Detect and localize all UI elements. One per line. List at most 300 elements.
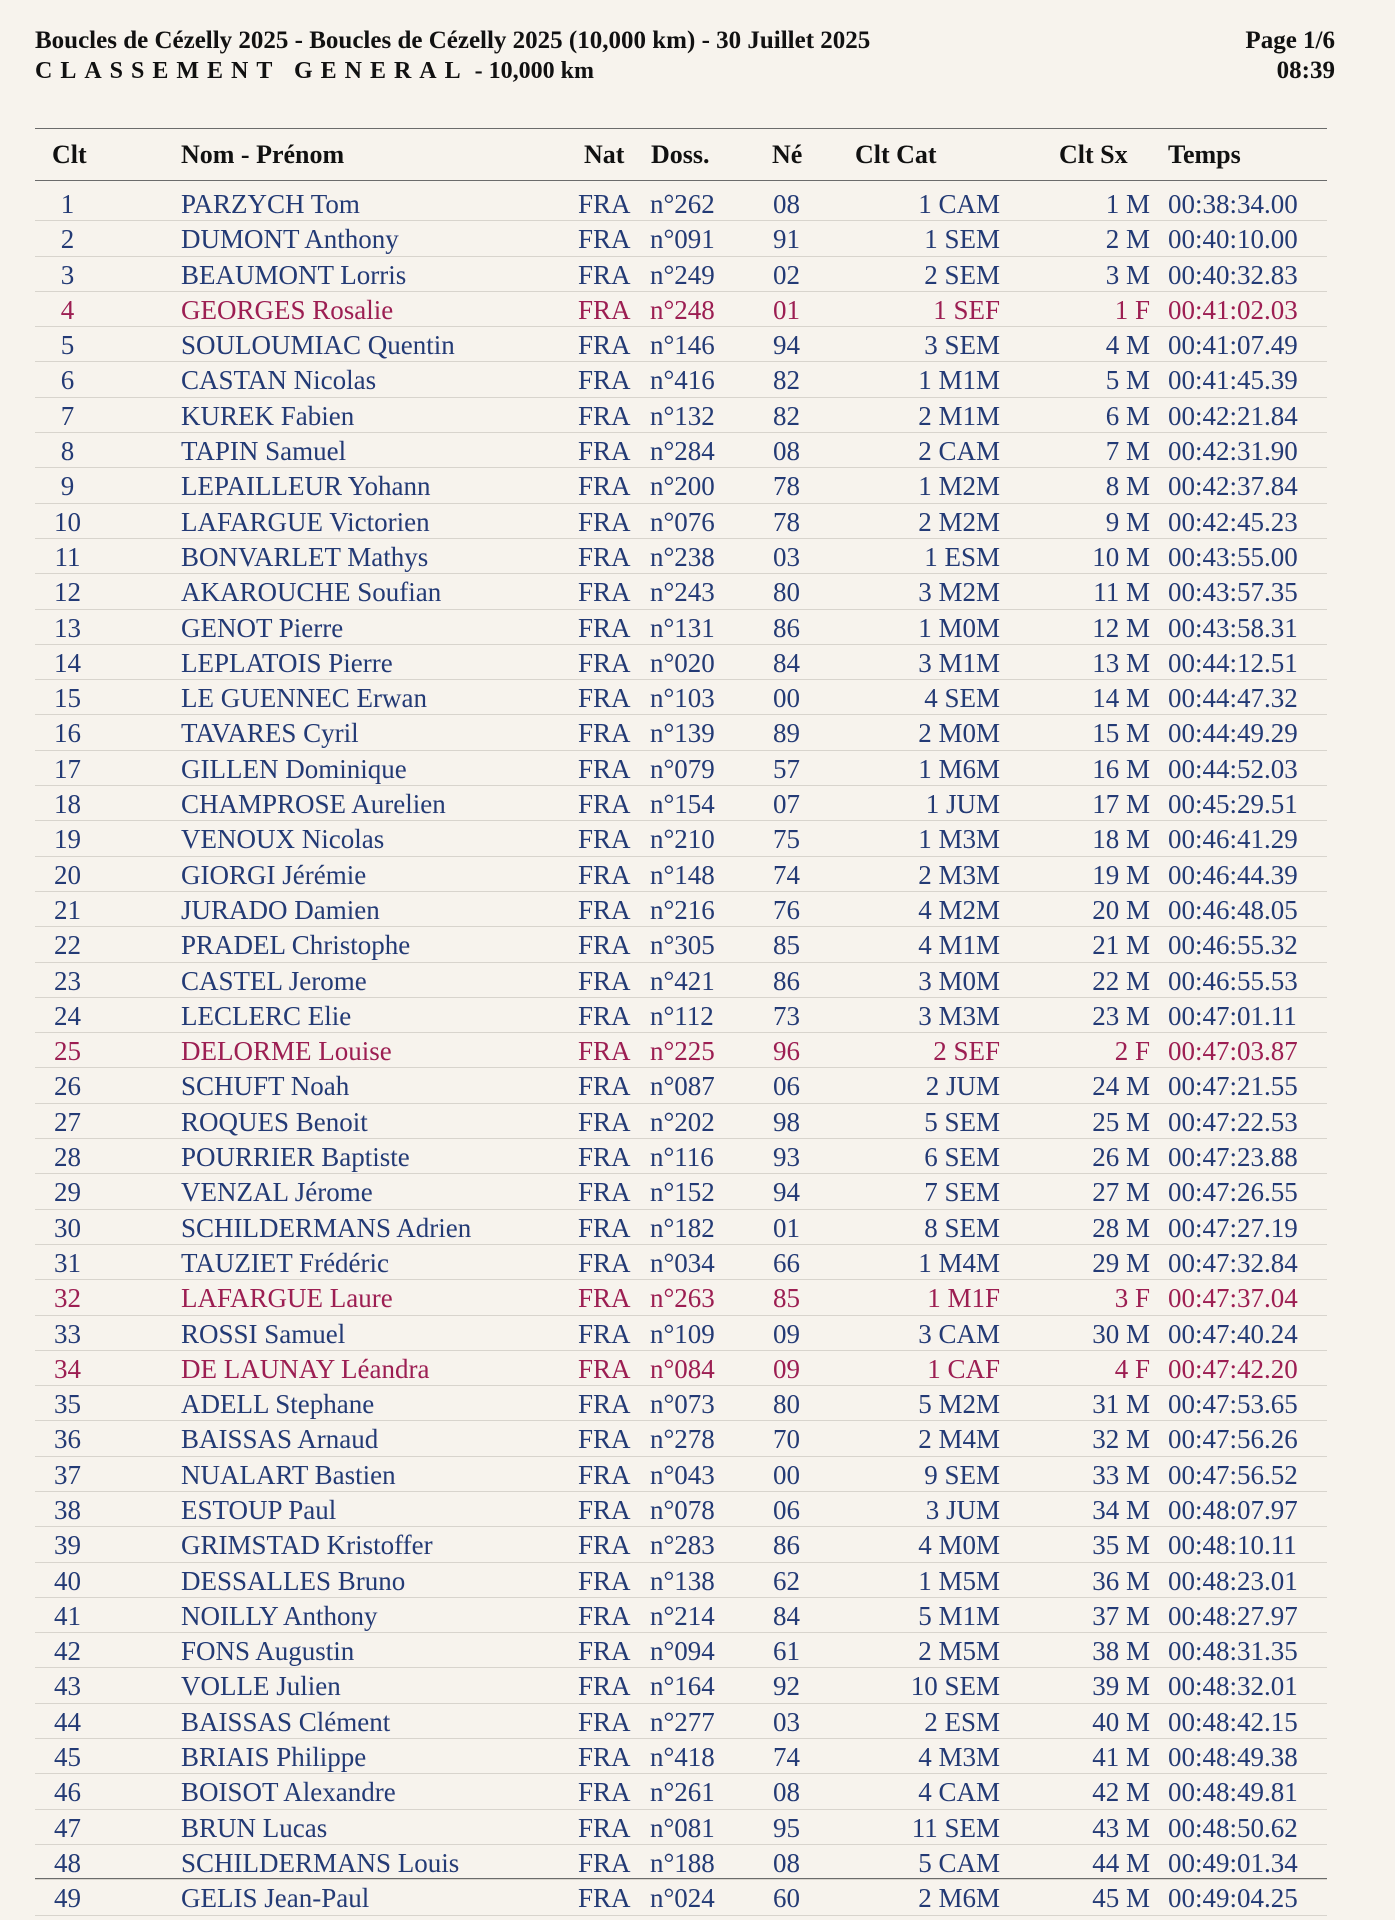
- bib-cell: n°225: [650, 1036, 715, 1067]
- bib-cell: n°112: [650, 1000, 714, 1031]
- category-rank-cell: 2 SEM: [924, 259, 1000, 290]
- table-row: [35, 221, 1327, 256]
- nationality-cell: FRA: [578, 1530, 631, 1561]
- nationality-cell: FRA: [578, 1847, 631, 1878]
- rank-cell: 49: [54, 1883, 81, 1914]
- time-cell: 00:38:34.00: [1168, 189, 1298, 219]
- nationality-cell: FRA: [578, 1071, 631, 1102]
- category-rank-cell: 4 M1M: [918, 930, 1000, 961]
- time-cell: 00:48:23.01: [1168, 1565, 1298, 1596]
- nationality-cell: FRA: [578, 400, 631, 431]
- bib-cell: n°248: [650, 294, 715, 325]
- birth-year-cell: 08: [773, 1777, 800, 1808]
- column-header-divider: [35, 180, 1327, 181]
- bib-cell: n°278: [650, 1424, 715, 1455]
- col-header-clt-sx: Clt Sx: [1059, 140, 1128, 169]
- birth-year-cell: 08: [773, 436, 800, 467]
- time-cell: 00:47:27.19: [1168, 1212, 1298, 1243]
- nationality-cell: FRA: [578, 1742, 631, 1773]
- sex-rank-cell: 30 M: [1092, 1318, 1150, 1349]
- rank-cell: 36: [54, 1424, 81, 1455]
- name-cell: ESTOUP Paul: [181, 1494, 337, 1525]
- sex-rank-cell: 25 M: [1092, 1106, 1150, 1137]
- nationality-cell: FRA: [578, 259, 631, 290]
- nationality-cell: FRA: [578, 753, 631, 784]
- bib-cell: n°152: [650, 1177, 715, 1208]
- category-rank-cell: 2 M1M: [918, 400, 1000, 431]
- birth-year-cell: 08: [773, 189, 800, 219]
- time-cell: 00:44:47.32: [1168, 683, 1298, 714]
- col-header-clt: Clt: [52, 140, 87, 169]
- sex-rank-cell: 3 F: [1114, 1283, 1150, 1314]
- time-cell: 00:43:58.31: [1168, 612, 1298, 643]
- category-rank-cell: 2 M2M: [918, 506, 1000, 537]
- table-row: [35, 715, 1327, 750]
- table-row: [35, 1174, 1327, 1209]
- rank-cell: 11: [54, 541, 81, 572]
- time-cell: 00:42:21.84: [1168, 400, 1298, 431]
- category-rank-cell: 1 ESM: [924, 541, 1000, 572]
- nationality-cell: FRA: [578, 894, 631, 925]
- category-rank-cell: 1 M4M: [918, 1247, 1000, 1278]
- page-info: [1245, 26, 1335, 86]
- name-cell: LAFARGUE Victorien: [181, 506, 430, 537]
- bib-cell: n°238: [650, 541, 715, 572]
- rank-cell: 33: [54, 1318, 81, 1349]
- name-cell: AKAROUCHE Soufian: [181, 577, 442, 608]
- bib-cell: n°261: [650, 1777, 715, 1808]
- birth-year-cell: 61: [773, 1636, 800, 1667]
- birth-year-cell: 03: [773, 1706, 800, 1737]
- category-rank-cell: 4 M0M: [918, 1530, 1000, 1561]
- name-cell: CASTEL Jerome: [181, 965, 367, 996]
- time-cell: 00:47:26.55: [1168, 1177, 1298, 1208]
- name-cell: BONVARLET Mathys: [181, 541, 429, 572]
- results-table: [35, 186, 1327, 1916]
- birth-year-cell: 00: [773, 1459, 800, 1490]
- table-row: [35, 468, 1327, 503]
- time-cell: 00:48:10.11: [1168, 1530, 1297, 1561]
- nationality-cell: FRA: [578, 189, 631, 219]
- time-cell: 00:44:12.51: [1168, 647, 1298, 678]
- category-rank-cell: 3 SEM: [924, 330, 1000, 361]
- table-row: [35, 1351, 1327, 1386]
- birth-year-cell: 98: [773, 1106, 800, 1137]
- category-rank-cell: 2 JUM: [925, 1071, 1000, 1102]
- rank-cell: 5: [60, 330, 75, 361]
- birth-year-cell: 80: [773, 1389, 800, 1420]
- category-rank-cell: 5 CAM: [918, 1847, 1000, 1878]
- name-cell: VENZAL Jérome: [181, 1177, 373, 1208]
- bib-cell: n°210: [650, 824, 715, 855]
- rank-cell: 45: [54, 1742, 81, 1773]
- sex-rank-cell: 4 F: [1114, 1353, 1150, 1384]
- rank-cell: 37: [54, 1459, 81, 1490]
- category-rank-cell: 3 M0M: [918, 965, 1000, 996]
- table-row: [35, 1668, 1327, 1703]
- birth-year-cell: 94: [773, 330, 800, 361]
- name-cell: DUMONT Anthony: [181, 224, 399, 255]
- rank-cell: 27: [54, 1106, 81, 1137]
- birth-year-cell: 09: [773, 1318, 800, 1349]
- name-cell: VOLLE Julien: [181, 1671, 341, 1702]
- category-rank-cell: 4 M2M: [918, 894, 1000, 925]
- nationality-cell: FRA: [578, 1212, 631, 1243]
- time-cell: 00:47:21.55: [1168, 1071, 1298, 1102]
- time-cell: 00:42:45.23: [1168, 506, 1298, 537]
- birth-year-cell: 78: [773, 506, 800, 537]
- bib-cell: n°243: [650, 577, 715, 608]
- nationality-cell: FRA: [578, 1494, 631, 1525]
- rank-cell: 23: [54, 965, 81, 996]
- nationality-cell: FRA: [578, 1247, 631, 1278]
- table-row: [35, 821, 1327, 856]
- nationality-cell: FRA: [578, 930, 631, 961]
- table-row: [35, 327, 1327, 362]
- rank-cell: 44: [54, 1706, 81, 1737]
- bib-cell: n°263: [650, 1283, 715, 1314]
- table-row: [35, 610, 1327, 645]
- header-divider: [35, 128, 1327, 129]
- table-row: [35, 680, 1327, 715]
- nationality-cell: FRA: [578, 330, 631, 361]
- birth-year-cell: 66: [773, 1247, 800, 1278]
- rank-cell: 14: [54, 647, 81, 678]
- sex-rank-cell: 15 M: [1092, 718, 1150, 749]
- birth-year-cell: 62: [773, 1565, 800, 1596]
- rank-cell: 12: [54, 577, 81, 608]
- sex-rank-cell: 26 M: [1092, 1142, 1150, 1173]
- nationality-cell: FRA: [578, 1706, 631, 1737]
- rank-cell: 32: [54, 1283, 81, 1314]
- bib-cell: n°283: [650, 1530, 715, 1561]
- birth-year-cell: 09: [773, 1353, 800, 1384]
- name-cell: TAVARES Cyril: [181, 718, 359, 749]
- category-rank-cell: 11 SEM: [911, 1812, 1000, 1843]
- rank-cell: 19: [54, 824, 81, 855]
- table-row: [35, 1421, 1327, 1456]
- birth-year-cell: 85: [773, 1283, 800, 1314]
- name-cell: ADELL Stephane: [181, 1389, 375, 1420]
- time-cell: 00:41:45.39: [1168, 365, 1298, 396]
- table-row: [35, 1492, 1327, 1527]
- name-cell: ROSSI Samuel: [181, 1318, 346, 1349]
- sex-rank-cell: 44 M: [1092, 1847, 1150, 1878]
- name-cell: GRIMSTAD Kristoffer: [181, 1530, 433, 1561]
- rank-cell: 7: [60, 400, 75, 431]
- bib-cell: n°094: [650, 1636, 715, 1667]
- rank-cell: 26: [54, 1071, 81, 1102]
- rank-cell: 30: [54, 1212, 81, 1243]
- rank-cell: 17: [54, 753, 81, 784]
- table-row: [35, 1880, 1327, 1915]
- sex-rank-cell: 2 F: [1114, 1036, 1150, 1067]
- name-cell: PARZYCH Tom: [181, 189, 360, 219]
- rank-cell: 47: [54, 1812, 81, 1843]
- time-cell: 00:46:44.39: [1168, 859, 1298, 890]
- name-cell: GILLEN Dominique: [181, 753, 407, 784]
- time-cell: 00:48:49.38: [1168, 1742, 1298, 1773]
- time-cell: 00:44:49.29: [1168, 718, 1298, 749]
- nationality-cell: FRA: [578, 1106, 631, 1137]
- birth-year-cell: 02: [773, 259, 800, 290]
- nationality-cell: FRA: [578, 965, 631, 996]
- table-row: [35, 1139, 1327, 1174]
- bib-cell: n°418: [650, 1742, 715, 1773]
- category-rank-cell: 5 M2M: [918, 1389, 1000, 1420]
- nationality-cell: FRA: [578, 1353, 631, 1384]
- time-cell: 00:49:01.34: [1168, 1847, 1298, 1878]
- birth-year-cell: 84: [773, 647, 800, 678]
- birth-year-cell: 89: [773, 718, 800, 749]
- birth-year-cell: 96: [773, 1036, 800, 1067]
- bib-cell: n°416: [650, 365, 715, 396]
- name-cell: SCHILDERMANS Louis: [181, 1847, 460, 1878]
- bib-cell: n°103: [650, 683, 715, 714]
- nationality-cell: FRA: [578, 1424, 631, 1455]
- name-cell: TAPIN Samuel: [181, 436, 347, 467]
- sex-rank-cell: 28 M: [1092, 1212, 1150, 1243]
- category-rank-cell: 7 SEM: [924, 1177, 1000, 1208]
- birth-year-cell: 78: [773, 471, 800, 502]
- table-row: [35, 539, 1327, 574]
- category-rank-cell: 1 SEM: [924, 224, 1000, 255]
- table-row: [35, 1033, 1327, 1068]
- sex-rank-cell: 1 F: [1114, 294, 1150, 325]
- table-row: [35, 1810, 1327, 1845]
- sex-rank-cell: 43 M: [1092, 1812, 1150, 1843]
- sex-rank-cell: 17 M: [1092, 789, 1150, 820]
- nationality-cell: FRA: [578, 647, 631, 678]
- bib-cell: n°076: [650, 506, 715, 537]
- sex-rank-cell: 37 M: [1092, 1600, 1150, 1631]
- sex-rank-cell: 9 M: [1105, 506, 1150, 537]
- rank-cell: 13: [54, 612, 81, 643]
- sex-rank-cell: 34 M: [1092, 1494, 1150, 1525]
- time-cell: 00:46:55.53: [1168, 965, 1298, 996]
- name-cell: GENOT Pierre: [181, 612, 344, 643]
- rank-cell: 40: [54, 1565, 81, 1596]
- nationality-cell: FRA: [578, 577, 631, 608]
- bib-cell: n°131: [650, 612, 715, 643]
- sex-rank-cell: 2 M: [1105, 224, 1150, 255]
- col-header-temps: Temps: [1168, 140, 1241, 169]
- category-rank-cell: 1 M2M: [918, 471, 1000, 502]
- category-rank-cell: 2 M6M: [918, 1883, 1000, 1914]
- category-rank-cell: 3 M3M: [918, 1000, 1000, 1031]
- bib-cell: n°073: [650, 1389, 715, 1420]
- table-row: [35, 433, 1327, 468]
- rank-cell: 4: [60, 294, 75, 325]
- birth-year-cell: 06: [773, 1071, 800, 1102]
- category-rank-cell: 2 M4M: [918, 1424, 1000, 1455]
- nationality-cell: FRA: [578, 1318, 631, 1349]
- sex-rank-cell: 19 M: [1092, 859, 1150, 890]
- time-cell: 00:42:31.90: [1168, 436, 1298, 467]
- name-cell: TAUZIET Frédéric: [181, 1247, 390, 1278]
- nationality-cell: FRA: [578, 1600, 631, 1631]
- sex-rank-cell: 36 M: [1092, 1565, 1150, 1596]
- category-rank-cell: 3 M1M: [918, 647, 1000, 678]
- nationality-cell: FRA: [578, 1459, 631, 1490]
- birth-year-cell: 84: [773, 1600, 800, 1631]
- category-rank-cell: 3 CAM: [918, 1318, 1000, 1349]
- name-cell: BRIAIS Philippe: [181, 1742, 367, 1773]
- sex-rank-cell: 1 M: [1105, 189, 1150, 219]
- rank-cell: 34: [54, 1353, 81, 1384]
- table-row: [35, 574, 1327, 609]
- bib-cell: n°214: [650, 1600, 715, 1631]
- rank-cell: 48: [54, 1847, 81, 1878]
- name-cell: NUALART Bastien: [181, 1459, 396, 1490]
- rank-cell: 18: [54, 789, 81, 820]
- nationality-cell: FRA: [578, 1389, 631, 1420]
- nationality-cell: FRA: [578, 294, 631, 325]
- category-rank-cell: 1 M5M: [918, 1565, 1000, 1596]
- birth-year-cell: 01: [773, 294, 800, 325]
- time-cell: 00:47:03.87: [1168, 1036, 1298, 1067]
- name-cell: GIORGI Jérémie: [181, 859, 367, 890]
- birth-year-cell: 86: [773, 612, 800, 643]
- race-title: Boucles de Cézelly 2025 - Boucles de Cézelly 2025 (10,000 km) - 30 Juillet 2025: [35, 27, 871, 54]
- birth-year-cell: 76: [773, 894, 800, 925]
- category-rank-cell: 1 SEF: [933, 294, 1000, 325]
- table-row: [35, 186, 1327, 221]
- bib-cell: n°148: [650, 859, 715, 890]
- category-rank-cell: 2 M5M: [918, 1636, 1000, 1667]
- category-rank-cell: 1 M1M: [918, 365, 1000, 396]
- category-rank-cell: 2 ESM: [924, 1706, 1000, 1737]
- time-cell: 00:46:41.29: [1168, 824, 1298, 855]
- bib-cell: n°116: [650, 1142, 714, 1173]
- table-row: [35, 362, 1327, 397]
- time-cell: 00:49:04.25: [1168, 1883, 1298, 1914]
- table-row: [35, 398, 1327, 433]
- rank-cell: 15: [54, 683, 81, 714]
- ranking-label: CLASSEMENT GENERAL: [35, 58, 469, 84]
- time-cell: 00:47:22.53: [1168, 1106, 1298, 1137]
- sex-rank-cell: 11 M: [1093, 577, 1150, 608]
- table-row: [35, 1245, 1327, 1280]
- name-cell: FONS Augustin: [181, 1636, 355, 1667]
- bib-cell: n°249: [650, 259, 715, 290]
- name-cell: VENOUX Nicolas: [181, 824, 385, 855]
- table-row: [35, 892, 1327, 927]
- sex-rank-cell: 31 M: [1092, 1389, 1150, 1420]
- time-cell: 00:46:48.05: [1168, 894, 1298, 925]
- nationality-cell: FRA: [578, 471, 631, 502]
- rank-cell: 16: [54, 718, 81, 749]
- col-header-nat: Nat: [584, 140, 625, 169]
- print-time: 08:39: [1276, 57, 1335, 84]
- table-row: [35, 751, 1327, 786]
- document-header: [35, 26, 1335, 86]
- footer-divider: [35, 1878, 1327, 1879]
- sex-rank-cell: 14 M: [1092, 683, 1150, 714]
- bib-cell: n°277: [650, 1706, 715, 1737]
- sex-rank-cell: 18 M: [1092, 824, 1150, 855]
- col-header-ne: Né: [772, 140, 803, 169]
- bib-cell: n°188: [650, 1847, 715, 1878]
- nationality-cell: FRA: [578, 1142, 631, 1173]
- category-rank-cell: 2 M3M: [918, 859, 1000, 890]
- birth-year-cell: 74: [773, 1742, 800, 1773]
- category-rank-cell: 9 SEM: [924, 1459, 1000, 1490]
- bib-cell: n°262: [650, 189, 715, 219]
- table-row: [35, 292, 1327, 327]
- table-row: [35, 786, 1327, 821]
- nationality-cell: FRA: [578, 436, 631, 467]
- nationality-cell: FRA: [578, 1777, 631, 1808]
- category-rank-cell: 2 M0M: [918, 718, 1000, 749]
- name-cell: BRUN Lucas: [181, 1812, 328, 1843]
- name-cell: SOULOUMIAC Quentin: [181, 330, 455, 361]
- table-row: [35, 645, 1327, 680]
- nationality-cell: FRA: [578, 789, 631, 820]
- rank-cell: 1: [60, 189, 75, 219]
- birth-year-cell: 94: [773, 1177, 800, 1208]
- bib-cell: n°200: [650, 471, 715, 502]
- time-cell: 00:47:23.88: [1168, 1142, 1298, 1173]
- sex-rank-cell: 40 M: [1092, 1706, 1150, 1737]
- name-cell: JURADO Damien: [181, 894, 380, 925]
- sex-rank-cell: 6 M: [1105, 400, 1150, 431]
- sex-rank-cell: 22 M: [1092, 965, 1150, 996]
- sex-rank-cell: 3 M: [1105, 259, 1150, 290]
- table-row: [35, 1457, 1327, 1492]
- rank-cell: 3: [60, 259, 75, 290]
- category-rank-cell: 1 M3M: [918, 824, 1000, 855]
- category-rank-cell: 1 JUM: [925, 789, 1000, 820]
- bib-cell: n°078: [650, 1494, 715, 1525]
- distance-label: - 10,000 km: [468, 58, 594, 84]
- name-cell: BAISSAS Clément: [181, 1706, 391, 1737]
- category-rank-cell: 2 CAM: [918, 436, 1000, 467]
- sex-rank-cell: 45 M: [1092, 1883, 1150, 1914]
- table-row: [35, 1845, 1327, 1880]
- name-cell: NOILLY Anthony: [181, 1600, 378, 1631]
- sex-rank-cell: 5 M: [1105, 365, 1150, 396]
- page-number: Page 1/6: [1245, 27, 1335, 54]
- sex-rank-cell: 32 M: [1092, 1424, 1150, 1455]
- birth-year-cell: 92: [773, 1671, 800, 1702]
- nationality-cell: FRA: [578, 1883, 631, 1914]
- nationality-cell: FRA: [578, 683, 631, 714]
- time-cell: 00:47:40.24: [1168, 1318, 1298, 1349]
- sex-rank-cell: 27 M: [1092, 1177, 1150, 1208]
- col-header-nom: Nom - Prénom: [181, 140, 345, 169]
- nationality-cell: FRA: [578, 612, 631, 643]
- birth-year-cell: 70: [773, 1424, 800, 1455]
- time-cell: 00:40:32.83: [1168, 259, 1298, 290]
- bib-cell: n°084: [650, 1353, 715, 1384]
- rank-cell: 24: [54, 1000, 81, 1031]
- name-cell: LEPAILLEUR Yohann: [181, 471, 431, 502]
- nationality-cell: FRA: [578, 1812, 631, 1843]
- category-rank-cell: 5 SEM: [924, 1106, 1000, 1137]
- sex-rank-cell: 10 M: [1092, 541, 1150, 572]
- table-row: [35, 1527, 1327, 1562]
- category-rank-cell: 10 SEM: [910, 1671, 1000, 1702]
- table-row: [35, 998, 1327, 1033]
- bib-cell: n°091: [650, 224, 715, 255]
- bib-cell: n°164: [650, 1671, 715, 1702]
- time-cell: 00:47:01.11: [1168, 1000, 1297, 1031]
- nationality-cell: FRA: [578, 1671, 631, 1702]
- birth-year-cell: 74: [773, 859, 800, 890]
- sex-rank-cell: 42 M: [1092, 1777, 1150, 1808]
- sex-rank-cell: 39 M: [1092, 1671, 1150, 1702]
